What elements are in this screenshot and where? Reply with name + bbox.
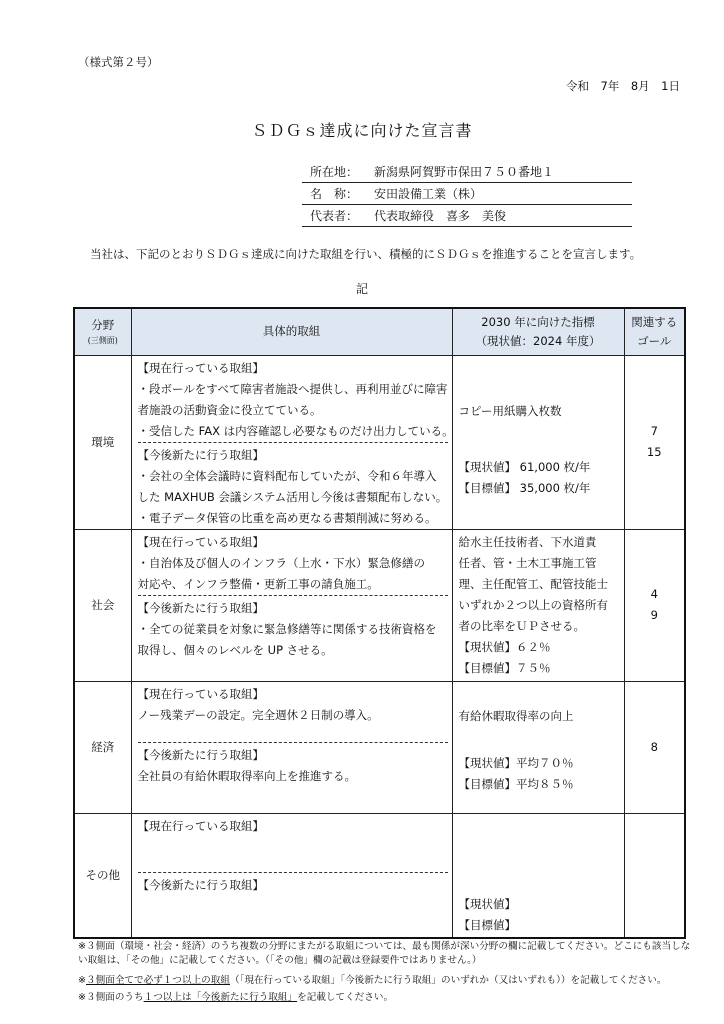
document-date: 令和 7年 8月 1日	[566, 79, 680, 93]
goal-number: 9	[650, 608, 658, 622]
field-society: 社会	[74, 529, 131, 681]
declaration-text: 当社は、下記のとおりＳＤＧｓ達成に向けた取組を行い、積極的にＳＤＧｓを推進することを宣言します。	[90, 247, 642, 261]
note-2-prefix: ※	[78, 975, 87, 986]
target-value: 【目標値】	[458, 917, 516, 932]
goals-other	[624, 813, 685, 938]
new-label: 【今後新たに行う取組】	[137, 747, 264, 762]
indicator-environment	[452, 355, 624, 529]
note-1-line1: ※３側面（環境・社会・経済）のうち複数の分野にまたがる取組については、最も関係が深い分野の欄に記載してください。どこにも該当しな	[78, 941, 691, 952]
table-row	[74, 813, 685, 938]
indicator-text: 理、主任配管工、配管技能士	[458, 576, 608, 591]
note-3	[78, 991, 393, 1005]
current-actions	[132, 814, 452, 872]
indicator-text: 者の比率をＵＰさせる。	[458, 618, 585, 633]
company-address-row	[302, 160, 632, 183]
new-actions	[132, 743, 452, 787]
indicator-text: コピー用紙購入枚数	[458, 403, 562, 418]
sdgs-table	[73, 307, 686, 939]
note-2-underlined: ３側面全てで必ず１つ以上の取組	[86, 975, 230, 986]
note-3-suffix: を記載してください。	[297, 992, 394, 1003]
new-actions	[132, 443, 452, 529]
list-item: 取得し、個々のレベルを UP させる。	[137, 642, 333, 657]
current-value: 【現状値】６２％	[458, 639, 551, 654]
note-1	[78, 940, 690, 968]
indicator-economy	[452, 681, 624, 813]
header-indicator	[452, 308, 624, 355]
new-label: 【今後新たに行う取組】	[137, 877, 264, 892]
goal-number: 7	[650, 424, 658, 438]
field-other: その他	[74, 813, 131, 938]
ki-heading: 記	[355, 282, 368, 296]
note-2-suffix: （「現在行っている取組」「今後新たに行う取組」のいずれか（又はいずれも））を記載してください。	[229, 975, 667, 986]
table-row	[74, 355, 685, 529]
list-item: ノー残業デーの設定。完全週休２日制の導入。	[137, 707, 379, 722]
goals-economy	[624, 681, 685, 813]
goals-society	[624, 529, 685, 681]
field-economy: 経済	[74, 681, 131, 813]
header-field	[74, 308, 131, 355]
list-item: ・自治体及び個人のインフラ（上水・下水）緊急修繕の	[137, 555, 425, 570]
indicator-society	[452, 529, 624, 681]
list-item: 全社員の有給休暇取得率向上を推進する。	[137, 768, 356, 783]
table-row	[74, 681, 685, 813]
note-1-line2: い取組は、「その他」に記載してください。（「その他」欄の記載は登録要件ではありません。）	[78, 955, 482, 966]
header-goal-line1: 関連する	[631, 314, 678, 329]
note-2	[78, 974, 666, 988]
target-value: 【目標値】７５％	[458, 660, 551, 675]
header-field-label: 分野	[91, 318, 115, 333]
header-actions: 具体的取組	[131, 308, 452, 355]
current-label: 【現在行っている取組】	[137, 360, 264, 375]
new-actions	[132, 596, 452, 661]
indicator-text: 任者、管・土木工事施工管	[458, 555, 597, 570]
target-value: 【目標値】平均８５％	[458, 776, 574, 791]
actions-other	[131, 813, 452, 938]
indicator-text: いずれか２つ以上の資格所有	[458, 597, 608, 612]
current-value: 【現状値】平均７０％	[458, 755, 574, 770]
header-indicator-line1: 2030 年に向けた指標	[481, 314, 595, 329]
header-indicator-line2: （現状値：2024 年度）	[475, 333, 601, 348]
list-item: ・全ての従業員を対象に緊急修繕等に関係する技術資格を	[137, 621, 437, 636]
list-item: ・段ボールをすべて障害者施設へ提供し、再利用並びに障害	[137, 381, 448, 396]
indicator-text: 有給休暇取得率の向上	[458, 708, 574, 723]
list-item: ・電子データ保管の比重を高め更なる書類削減に努める。	[137, 510, 437, 525]
goals-environment	[624, 355, 685, 529]
actions-society	[131, 529, 452, 681]
company-representative-row	[302, 204, 632, 227]
address-label: 所在地：	[310, 165, 359, 179]
name-value: 安田設備工業（株）	[374, 187, 483, 201]
list-item: した MAXHUB 会議システム活用し今後は書類配布しない。	[137, 489, 448, 504]
name-label: 名 称：	[310, 187, 359, 201]
table-header-row	[74, 308, 685, 355]
list-item: ・受信した FAX は内容確認し必要なものだけ出力している。	[137, 423, 454, 438]
goal-number: 15	[646, 445, 662, 459]
target-value: 【目標値】 35,000 枚/年	[458, 480, 591, 495]
indicator-other	[452, 813, 624, 938]
list-item: 対応や、インフラ整備・更新工事の請負施工。	[137, 576, 379, 591]
page-title: ＳＤＧｓ達成に向けた宣言書	[251, 121, 473, 140]
note-3-prefix: ※３側面のうち	[78, 992, 144, 1003]
representative-value: 代表取締役 喜多 美俊	[374, 209, 507, 223]
table-row	[74, 529, 685, 681]
current-value: 【現状値】	[458, 896, 516, 911]
header-field-sub: (三側面)	[87, 336, 118, 346]
header-goal-line2: ゴール	[637, 333, 672, 348]
actions-environment	[131, 355, 452, 529]
new-label: 【今後新たに行う取組】	[137, 600, 264, 615]
note-3-underlined: １つ以上は「今後新たに行う取組」	[143, 992, 298, 1003]
goal-number: 8	[650, 739, 658, 754]
current-actions	[132, 356, 452, 442]
company-name-row	[302, 182, 632, 205]
field-environment: 環境	[74, 355, 131, 529]
new-label: 【今後新たに行う取組】	[137, 447, 264, 462]
header-goal	[624, 308, 685, 355]
form-number: （様式第２号）	[78, 55, 159, 69]
list-item: 者施設の活動資金に役立てている。	[137, 402, 322, 417]
address-value: 新潟県阿賀野市保田７５０番地１	[374, 165, 555, 179]
current-actions	[132, 530, 452, 595]
current-label: 【現在行っている取組】	[137, 818, 264, 833]
current-label: 【現在行っている取組】	[137, 686, 264, 701]
current-value: 【現状値】 61,000 枚/年	[458, 459, 591, 474]
representative-label: 代表者：	[310, 209, 359, 223]
list-item: ・会社の全体会議時に資料配布していたが、令和６年導入	[137, 468, 437, 483]
current-label: 【現在行っている取組】	[137, 534, 264, 549]
new-actions	[132, 873, 452, 896]
indicator-text: 給水主任技術者、下水道責	[458, 534, 597, 549]
current-actions	[132, 682, 452, 734]
goal-number: 4	[650, 587, 658, 601]
actions-economy	[131, 681, 452, 813]
